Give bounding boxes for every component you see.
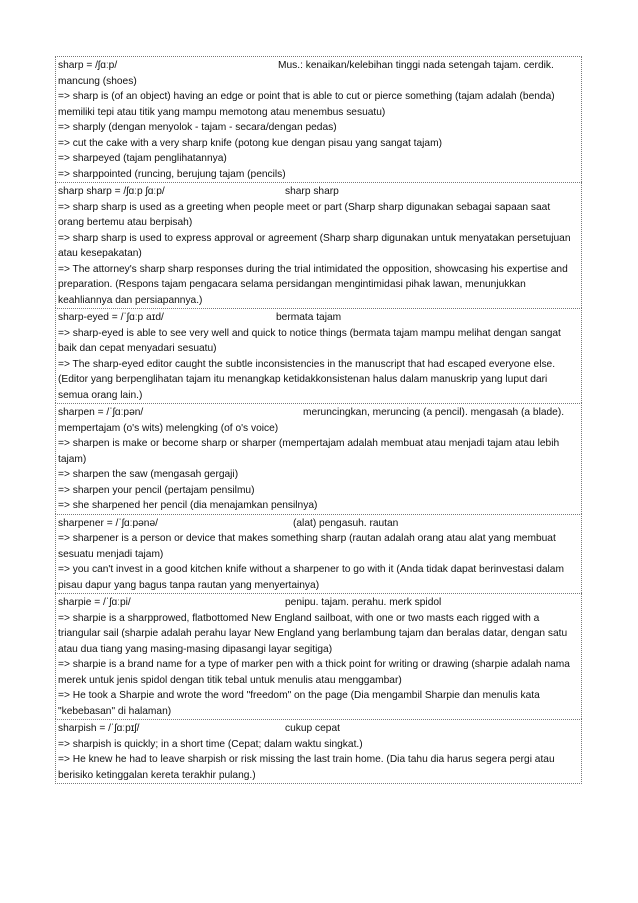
entry-example-line: => sharp-eyed is able to see very well and quick to notice things (bermata tajam mampu melihat dengan sangat baik dan cepat menyadari sesuatu) — [58, 327, 561, 354]
entry-example-line: => sharpie is a brand name for a type of marker pen with a thick point for writing or drawing (sharpie adalah nama merek untuk jenis spidol dengan titik tebal untuk menulis atau menggambar) — [58, 659, 570, 686]
entry-example-line: => sharp sharp is used to express approval or agreement (Sharp sharp digunakan untuk menyatakan persetujuan atau kesepakatan) — [58, 232, 571, 259]
headword-pronunciation: sharpie = /ˈʃɑːpi/ — [58, 597, 131, 608]
entry-example-line: => cut the cake with a very sharp knife (potong kue dengan pisau yang sangat tajam) — [58, 137, 442, 149]
entry-meaning: sharp sharp — [285, 186, 339, 197]
entry-meaning: bermata tajam — [276, 312, 342, 323]
entry-example-line: => sharply (dengan menyolok - tajam - secara/dengan pedas) — [58, 122, 337, 133]
headword-pronunciation: sharpen = /ˈʃɑːpən/ — [58, 407, 144, 418]
entry-example-line: => The attorney's sharp sharp responses during the trial intimidated the opposition, showcasing his expertise and preparation. (Respons tajam pengacara selama persidangan mengintimidasi pihak lawan, menunjukkan keahliannya dan persiapannya.) — [58, 263, 568, 306]
entry-example-line: => sharpie is a sharpprowed, flatbottomed New England sailboat, with one or two masts each rigged with a triangular sail (sharpie adalah perahu layar New England yang berlambung tajam dan beralas datar, dengan satu atau dua tiang yang masing-masing dipasangi layar segitiga) — [58, 612, 568, 655]
dictionary-entry — [55, 403, 582, 514]
entry-meaning: penipu. tajam. perahu. merk spidol — [285, 597, 442, 608]
entry-meaning-continuation: mancung (shoes) — [58, 75, 137, 87]
entry-example-line: => sharp sharp is used as a greeting when people meet or part (Sharp sharp digunakan sebagai sapaan saat orang bertemu atau berpisah) — [58, 201, 551, 228]
dictionary-entry — [55, 182, 582, 308]
dictionary-entry — [55, 514, 582, 594]
headword-pronunciation: sharpish = /ˈʃɑːpɪʃ/ — [58, 723, 140, 734]
entry-example-line: => she sharpened her pencil (dia menajamkan pensilnya) — [58, 500, 318, 511]
entry-example-line: => you can't invest in a good kitchen knife without a sharpener to go with it (Anda tidak dapat berinvestasi dalam pisau dapur yang bagus tanpa rautan yang menyertainya) — [58, 564, 564, 591]
entry-example-line: => sharpeyed (tajam penglihatannya) — [58, 153, 227, 164]
dictionary-entry — [55, 56, 582, 182]
entry-example-line: => The sharp-eyed editor caught the subtle inconsistencies in the manuscript that had escaped everyone else. (Editor yang berpenglihatan tajam itu menangkap ketidakkonsistenan halus dalam manuskrip yang luput dari semua orang lain.) — [58, 358, 556, 401]
entry-example-line: => sharp is (of an object) having an edge or point that is able to cut or pierce something (tajam adalah (benda) memiliki tepi atau titik yang mampu memotong atau menembus sesuatu) — [58, 91, 555, 118]
entry-header — [58, 184, 579, 200]
entry-example-line: => sharpen is make or become sharp or sharper (mempertajam adalah membuat atau menjadi tajam atau lebih tajam) — [58, 438, 560, 465]
entry-header — [58, 58, 579, 74]
entry-example-line: => sharpish is quickly; in a short time (Cepat; dalam waktu singkat.) — [58, 738, 363, 750]
entry-example-line: => sharppointed (runcing, berujung tajam (pencils) — [58, 168, 286, 180]
entry-meaning: cukup cepat — [285, 723, 340, 734]
entry-example-line: => sharpener is a person or device that makes something sharp (rautan adalah orang atau alat yang membuat sesuatu menjadi tajam) — [58, 533, 556, 560]
dictionary-entry — [55, 719, 582, 784]
entry-header — [58, 721, 579, 737]
dictionary-entry — [55, 593, 582, 719]
dictionary-page — [55, 56, 582, 784]
entry-meaning: meruncingkan, meruncing (a pencil). mengasah (a blade). — [303, 407, 565, 418]
entry-example-line: => sharpen your pencil (pertajam pensilmu) — [58, 484, 255, 496]
entry-meaning: Mus.: kenaikan/kelebihan tinggi nada setengah tajam. cerdik. — [278, 60, 554, 71]
entry-header — [58, 516, 579, 532]
headword-pronunciation: sharp-eyed = /ˈʃɑːp aɪd/ — [58, 312, 164, 323]
headword-pronunciation: sharpener = /ˈʃɑːpənə/ — [58, 517, 158, 529]
dictionary-entry — [55, 308, 582, 403]
headword-pronunciation: sharp sharp = /ʃɑːp ʃɑːp/ — [58, 186, 165, 197]
headword-pronunciation: sharp = /ʃɑːp/ — [58, 60, 118, 71]
entry-header — [58, 595, 579, 611]
entry-header — [58, 405, 579, 421]
entry-example-line: => He took a Sharpie and wrote the word "freedom" on the page (Dia mengambil Sharpie dan menulis kata "kebebasan" di halaman) — [58, 690, 540, 717]
entry-meaning-continuation: mempertajam (o's wits) melengking (of o's voice) — [58, 422, 279, 434]
entry-header — [58, 310, 579, 326]
entry-example-line: => He knew he had to leave sharpish or risk missing the last train home. (Dia tahu dia harus segera pergi atau berisiko ketinggalan kereta terakhir pulang.) — [58, 754, 555, 781]
entry-meaning: (alat) pengasuh. rautan — [293, 517, 399, 529]
entry-example-line: => sharpen the saw (mengasah gergaji) — [58, 469, 239, 480]
